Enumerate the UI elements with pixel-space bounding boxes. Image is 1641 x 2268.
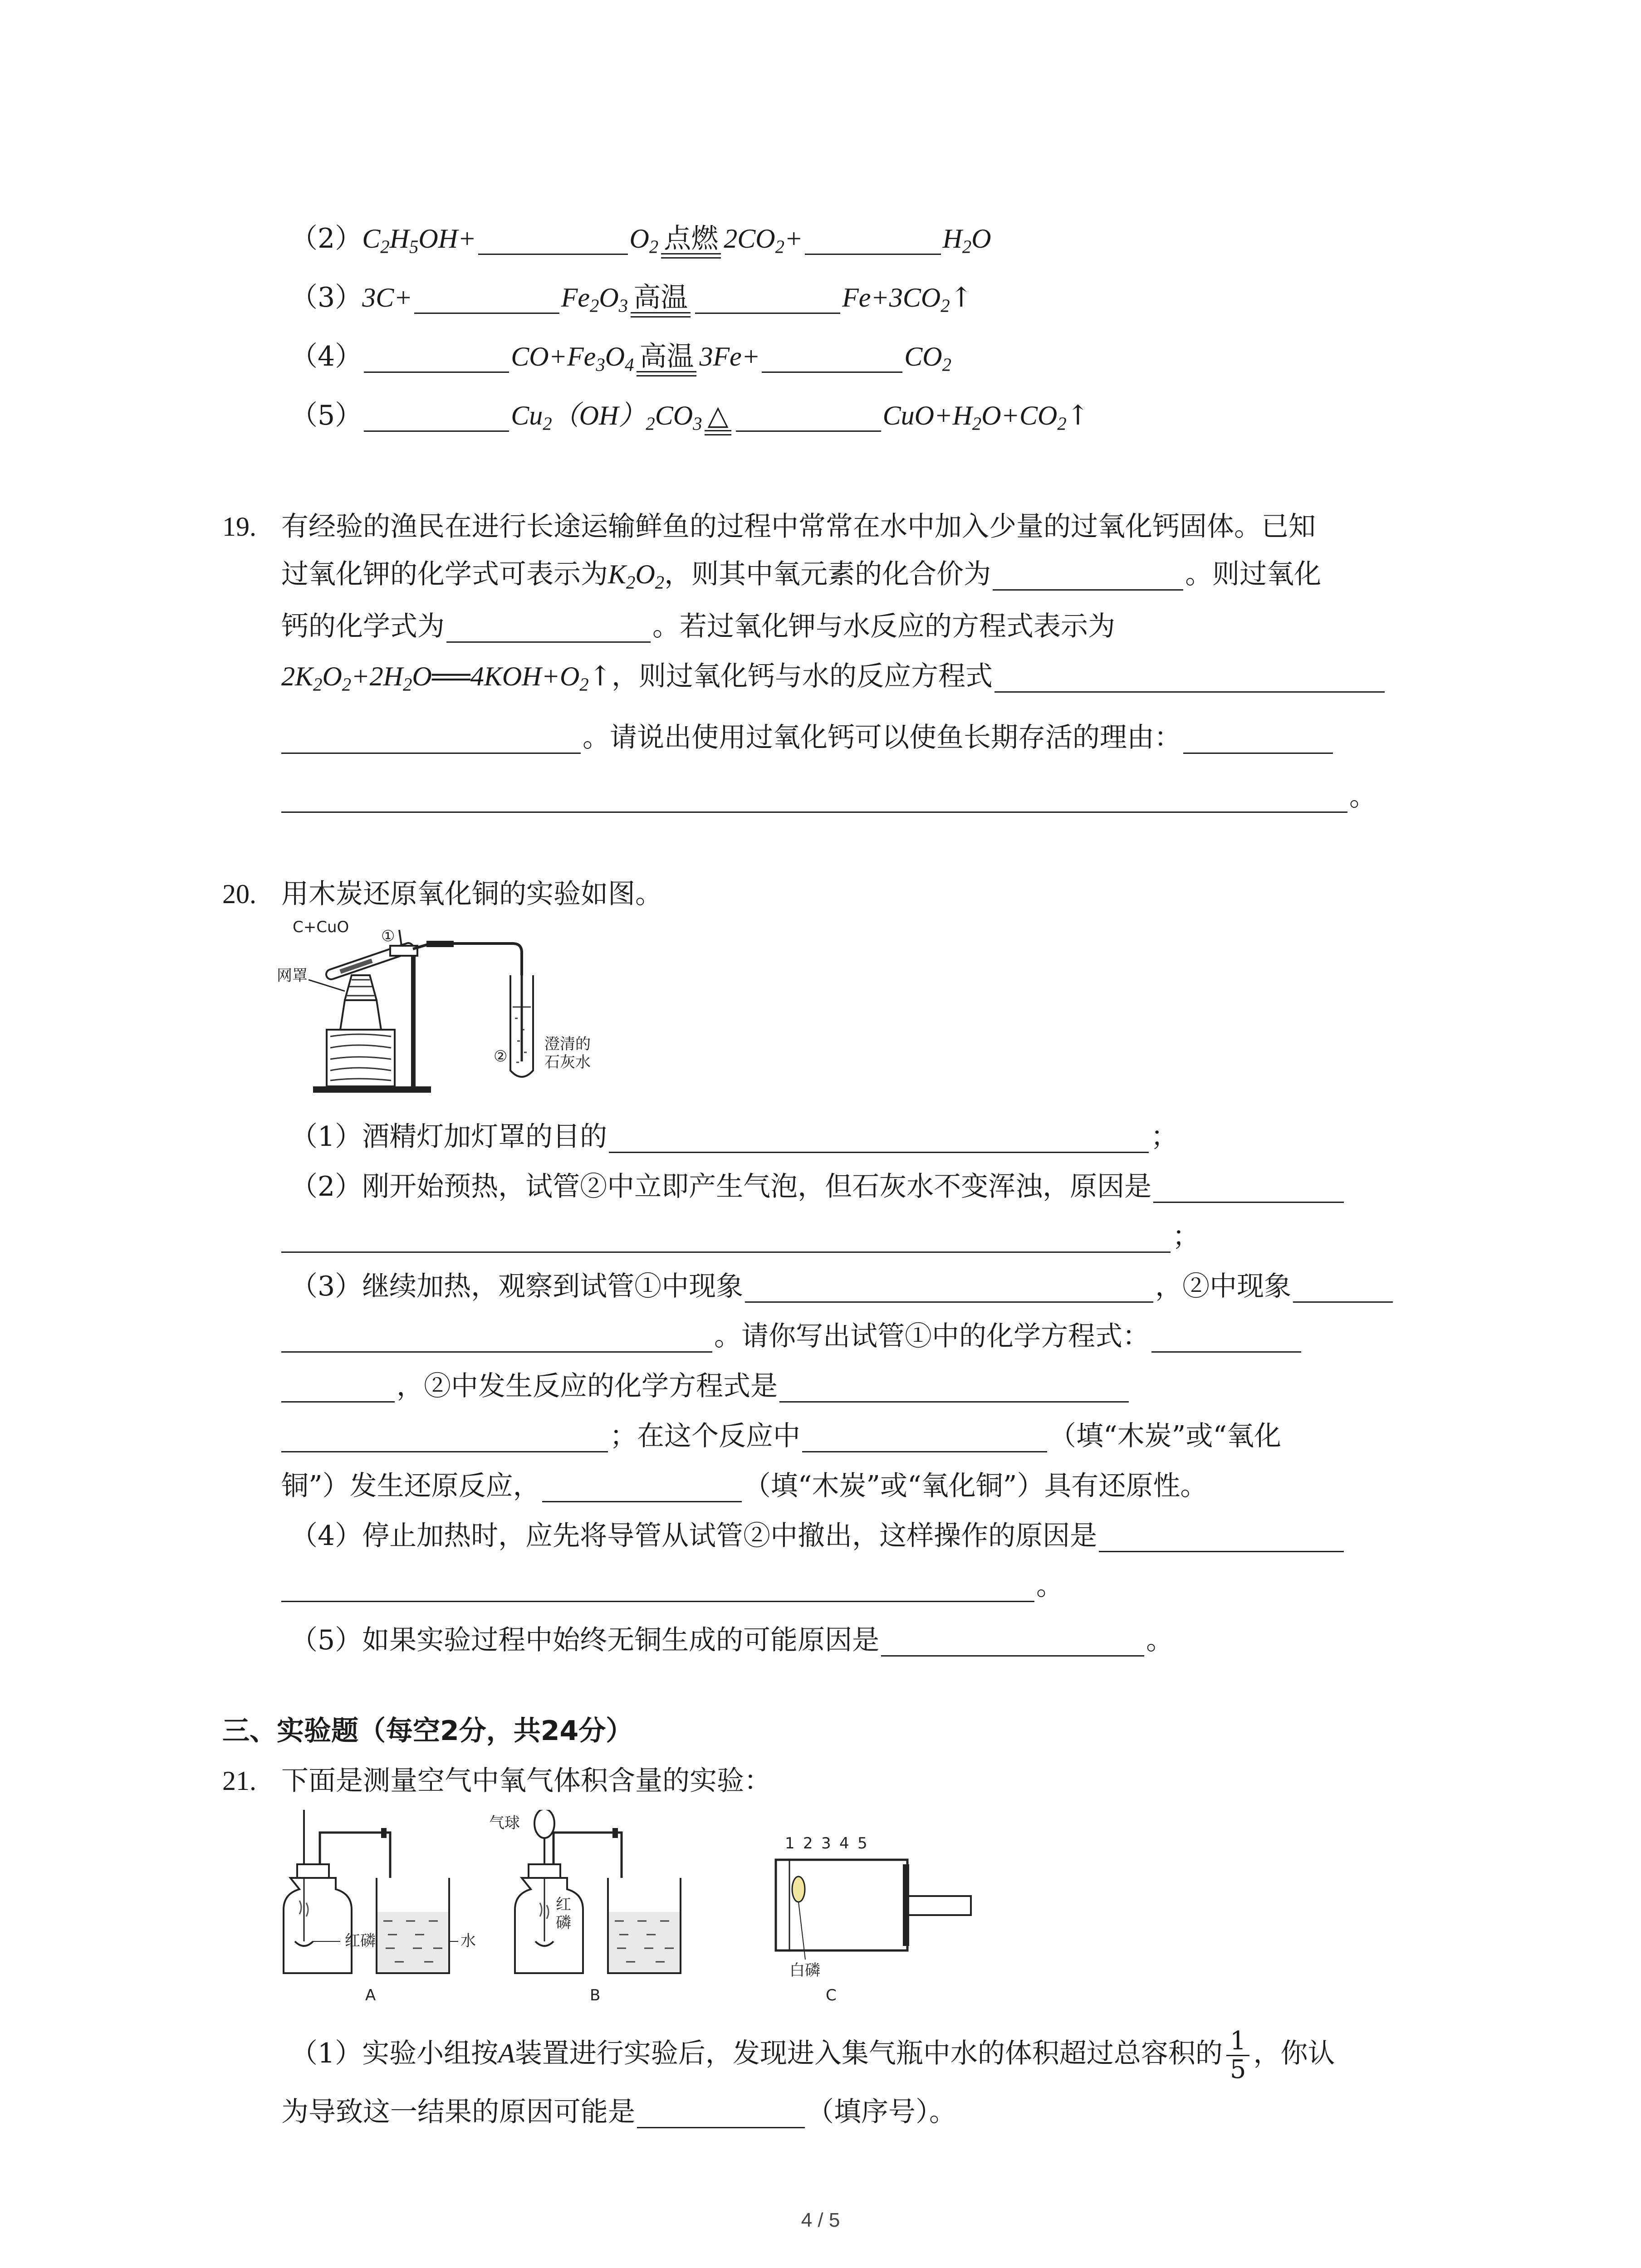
- answer-blank[interactable]: [994, 666, 1385, 693]
- answer-blank[interactable]: [446, 616, 651, 643]
- section-title: 三、实验题（每空2分，共24分）: [222, 1715, 633, 1747]
- label-white-phosphorus: 白磷: [789, 1961, 820, 1980]
- label-water: 水: [460, 1932, 476, 1950]
- equation-5: （5） $Cu_2(OH)_2CO_3$ △ $CuO+H_2O+CO_2↑$: [290, 400, 1090, 434]
- apparatus-c: [776, 1834, 971, 2004]
- q21-title: 下面是测量空气中氧气体积含量的实验：: [281, 1765, 771, 1797]
- q19-line5: 。请说出使用过氧化钙可以使鱼长期存活的理由：: [281, 721, 1335, 754]
- oxygen-volume-apparatus-figure: [272, 1810, 980, 2009]
- answer-blank[interactable]: [805, 228, 941, 255]
- q20-part4: （4）停止加热时，应先将导管从试管②中撤出，这样操作的原因是: [290, 1520, 1346, 1552]
- answer-blank[interactable]: [364, 405, 509, 432]
- label-b: B: [590, 1986, 601, 2004]
- answer-blank[interactable]: [478, 228, 628, 255]
- answer-blank[interactable]: [281, 1226, 1171, 1253]
- label-limewater-2: 石灰水: [544, 1053, 591, 1071]
- answer-blank[interactable]: [281, 1426, 608, 1452]
- question-number: 21.: [222, 1766, 256, 1796]
- label-red-phosphorus: 红磷: [345, 1932, 376, 1950]
- q20-part5: （5）如果实验过程中始终无铜生成的可能原因是 。: [290, 1624, 1174, 1656]
- q20-title: 用木炭还原氧化铜的实验如图。: [281, 878, 662, 910]
- answer-blank[interactable]: [637, 2102, 805, 2128]
- label-net-cover: 网罩: [277, 967, 308, 985]
- label-limewater-1: 澄清的: [544, 1035, 591, 1053]
- answer-blank[interactable]: [802, 1426, 1047, 1452]
- equation-4: （4） $CO+Fe_3O_4$ 高温 $3Fe+ CO_2$: [290, 341, 952, 375]
- label-red-1: 红: [556, 1896, 571, 1914]
- q20-part3: （3）继续加热，观察到试管①中现象 ，②中现象: [290, 1270, 1395, 1303]
- apparatus-b: [489, 1810, 681, 2004]
- scale-mark: 1: [785, 1834, 795, 1853]
- answer-blank[interactable]: [1183, 727, 1333, 754]
- answer-blank[interactable]: [1293, 1276, 1393, 1303]
- question-number: 19.: [222, 512, 256, 542]
- q19-line6: 。: [281, 780, 1376, 813]
- q20-part2: （2）刚开始预热，试管②中立即产生气泡，但石灰水不变浑浊，原因是: [290, 1170, 1346, 1203]
- answer-blank[interactable]: [1151, 1326, 1301, 1353]
- apparatus-a: [284, 1810, 476, 2004]
- label-a: A: [365, 1986, 376, 2004]
- q20-part3-line2: 。请你写出试管①中的化学方程式：: [281, 1320, 1303, 1353]
- answer-blank[interactable]: [609, 1126, 1149, 1153]
- answer-blank[interactable]: [281, 1575, 1034, 1602]
- q20-part4-cont: 。: [281, 1569, 1063, 1602]
- label-tube-1: ①: [381, 927, 395, 945]
- page-number: 4 / 5: [801, 2209, 840, 2231]
- answer-blank[interactable]: [364, 346, 509, 373]
- answer-blank[interactable]: [281, 1326, 712, 1353]
- question-number: 20.: [222, 879, 256, 909]
- answer-blank[interactable]: [695, 287, 840, 314]
- scale-mark: 3: [821, 1834, 831, 1853]
- q21-part1: （1）实验小组按A装置进行实验后，发现进入集气瓶中水的体积超过总容积的 $\frac{1}{5}$ ，你认: [290, 2026, 1335, 2084]
- answer-blank[interactable]: [414, 287, 559, 314]
- answer-blank[interactable]: [1153, 1176, 1344, 1203]
- q20-part3-line5: 铜”）发生还原反应， （填“木炭”或“氧化铜”）具有还原性。: [281, 1470, 1208, 1502]
- equation-2: $(2)C_2H_5OH+ O_2$ 点燃 $2CO_2+ H_2O$: [290, 223, 991, 257]
- answer-blank[interactable]: [762, 346, 902, 373]
- label-tube-2: ②: [494, 1047, 508, 1066]
- label-red-2: 磷: [556, 1914, 571, 1932]
- answer-blank[interactable]: [881, 1630, 1144, 1657]
- q20-part3-line3: ，②中发生反应的化学方程式是: [281, 1370, 1131, 1403]
- q20-part2-cont: ；: [281, 1220, 1200, 1253]
- scale-mark: 5: [857, 1834, 867, 1853]
- answer-blank[interactable]: [281, 786, 1347, 813]
- q19-line1: 有经验的渔民在进行长途运输鲜鱼的过程中常常在水中加入少量的过氧化钙固体。已知: [281, 511, 1316, 543]
- q21-part1-cont: 为导致这一结果的原因可能是 （填序号）。: [281, 2096, 956, 2128]
- answer-blank[interactable]: [993, 564, 1183, 591]
- answer-blank[interactable]: [745, 1276, 1153, 1303]
- label-c-cuo: C+CuO: [293, 921, 349, 936]
- answer-blank[interactable]: [779, 1376, 1129, 1403]
- scale-mark: 2: [803, 1834, 813, 1853]
- q19-line4: $2K_2O_2+2H_2O══4KOH+O_2↑$，则过氧化钙与水的反应方程式: [281, 660, 1386, 693]
- charcoal-reduction-apparatus-figure: [277, 921, 685, 1102]
- label-balloon: 气球: [489, 1814, 520, 1832]
- q19-line3: 钙的化学式为 。若过氧化钾与水反应的方程式表示为: [281, 611, 1115, 642]
- q20-part3-line4: ；在这个反应中 （填“木炭”或“氧化: [281, 1420, 1281, 1452]
- q20-part1: （1）酒精灯加灯罩的目的 ；: [290, 1121, 1178, 1153]
- equation-3: $(3)3C+ Fe_2O_3$ 高温 $Fe+3CO_2↑$: [290, 282, 973, 316]
- answer-blank[interactable]: [1099, 1525, 1344, 1552]
- answer-blank[interactable]: [281, 727, 581, 754]
- q19-line2: 过氧化钾的化学式可表示为$K_2O_2$，则其中氧元素的化合价为 。则过氧化: [281, 558, 1322, 593]
- label-c: C: [826, 1986, 837, 2004]
- scale-mark: 4: [839, 1834, 849, 1853]
- answer-blank[interactable]: [542, 1476, 742, 1502]
- answer-blank[interactable]: [736, 405, 881, 432]
- fraction-one-fifth: $\frac{1}{5}$: [1226, 2028, 1250, 2083]
- answer-blank[interactable]: [281, 1376, 395, 1403]
